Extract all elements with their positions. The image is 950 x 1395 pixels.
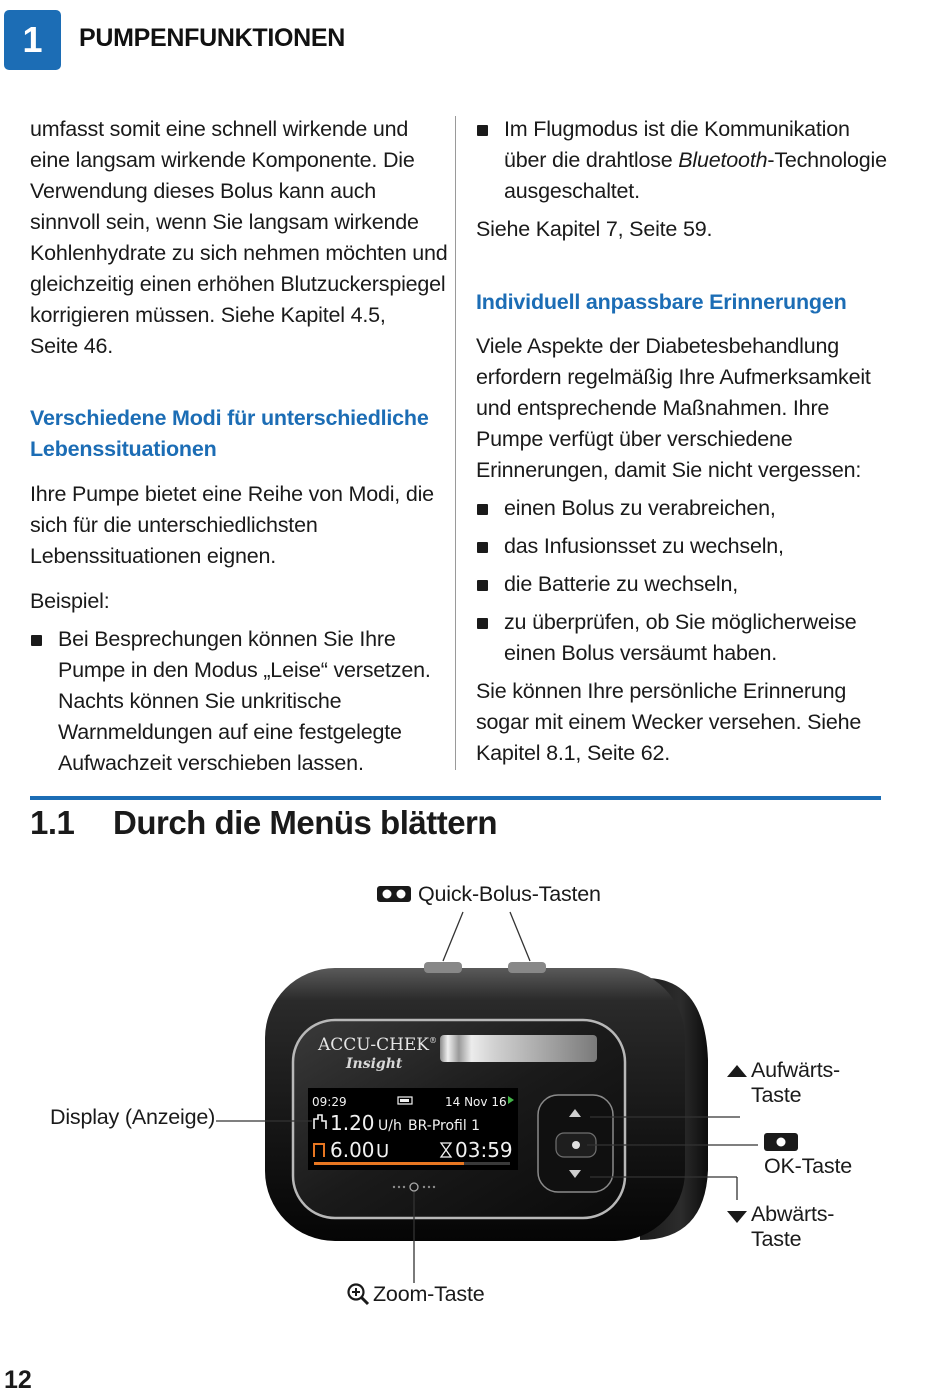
down-triangle-icon — [727, 1211, 747, 1223]
list-item: das Infusionsset zu wechseln, — [476, 531, 906, 562]
display-label: Display (Anzeige) — [50, 1105, 216, 1129]
down-button-label: Abwärts- Taste — [751, 1202, 835, 1251]
screen-basal-rate: 1.20 — [330, 1111, 375, 1135]
cartridge-window — [440, 1035, 597, 1062]
modes-heading: Verschiedene Modi für unterschiedliche Lebenssituationen — [30, 406, 429, 461]
brand-logo: ACCU-CHEK® — [318, 1035, 438, 1055]
section-title: Durch die Menüs blättern — [113, 804, 498, 841]
zoom-button-label: Zoom-Taste — [373, 1282, 485, 1306]
model-name: Insight — [346, 1056, 403, 1072]
reminders-paragraph: Viele Aspekte der Diabetesbehandlung erfordern regelmäßig Ihre Aufmerksamkeit und entsprechende Maßnahmen. Ihre Pumpe verfügt über verschiedene Erinnerungen, damit Sie nicht vergessen: — [476, 334, 871, 482]
ok-button-label: OK-Taste — [764, 1154, 853, 1178]
screen-profile: BR-Profil 1 — [408, 1118, 481, 1134]
list-item: zu überprüfen, ob Sie möglicherweise einen Bolus versäumt haben. — [476, 607, 906, 669]
screen-basal-unit: U/h — [378, 1118, 402, 1134]
list-item: einen Bolus zu verabreichen, — [476, 493, 906, 524]
right-column — [476, 114, 906, 769]
quick-bolus-button-right[interactable] — [508, 962, 546, 973]
reminders-heading: Individuell anpassbare Erinnerungen — [476, 290, 847, 314]
list-item: die Batterie zu wechseln, — [476, 569, 906, 600]
screen-bolus-amount: 6.00 — [330, 1138, 375, 1162]
column-divider — [455, 116, 456, 770]
up-triangle-icon — [727, 1065, 747, 1077]
section-number: 1.1 — [30, 804, 75, 841]
quick-bolus-button-left[interactable] — [424, 962, 462, 973]
section-rule — [30, 796, 881, 800]
see-chapter-reference: Siehe Kapitel 7, Seite 59. — [476, 217, 713, 241]
example-list — [30, 624, 450, 779]
modes-paragraph: Ihre Pumpe bietet eine Reihe von Modi, die sich für die unterschiedlichsten Lebenssituationen eignen. — [30, 482, 434, 568]
chapter-number-badge: 1 — [4, 10, 61, 70]
progress-bar — [314, 1162, 464, 1165]
flight-mode-list — [476, 114, 906, 207]
left-column — [30, 114, 450, 779]
intro-paragraph: umfasst somit eine schnell wirkende und eine langsam wirkende Komponente. Die Verwendung dieses Bolus kann auch sinnvoll sein, wenn Sie langsam wirkende Kohlenhydrate zu sich nehmen möchten und gleichzeitig einen erhöhen Blutzuckerspiegel korrigieren müssen. Siehe Kapitel 4.5, Seite 46. — [30, 117, 448, 358]
example-label: Beispiel: — [30, 589, 110, 613]
reminders-list — [476, 493, 906, 669]
screen-timer: 03:59 — [455, 1138, 513, 1162]
list-item: Bei Besprechungen können Sie Ihre Pumpe in den Modus „Leise“ versetzen. Nachts können Sie unkritische Warnmeldungen auf eine festgelegte Aufwachzeit verschieben lassen. — [30, 624, 450, 779]
screen-time: 09:29 — [312, 1095, 347, 1109]
up-button-label: Aufwärts- Taste — [751, 1058, 840, 1107]
quick-bolus-icon — [377, 886, 411, 902]
screen-bolus-unit: U — [376, 1141, 390, 1162]
list-item: Im Flugmodus ist die Kommunikation über die drahtlose Bluetooth-Technologie ausgeschaltet. — [476, 114, 906, 207]
page-number: 12 — [4, 1366, 32, 1394]
quick-bolus-label: Quick-Bolus-Tasten — [418, 882, 601, 906]
screen-date: 14 Nov 16 — [445, 1095, 507, 1109]
chapter-title: PUMPENFUNKTIONEN — [79, 24, 346, 52]
closing-paragraph: Sie können Ihre persönliche Erinnerung sogar mit einem Wecker versehen. Siehe Kapitel 8.1, Seite 62. — [476, 679, 862, 765]
